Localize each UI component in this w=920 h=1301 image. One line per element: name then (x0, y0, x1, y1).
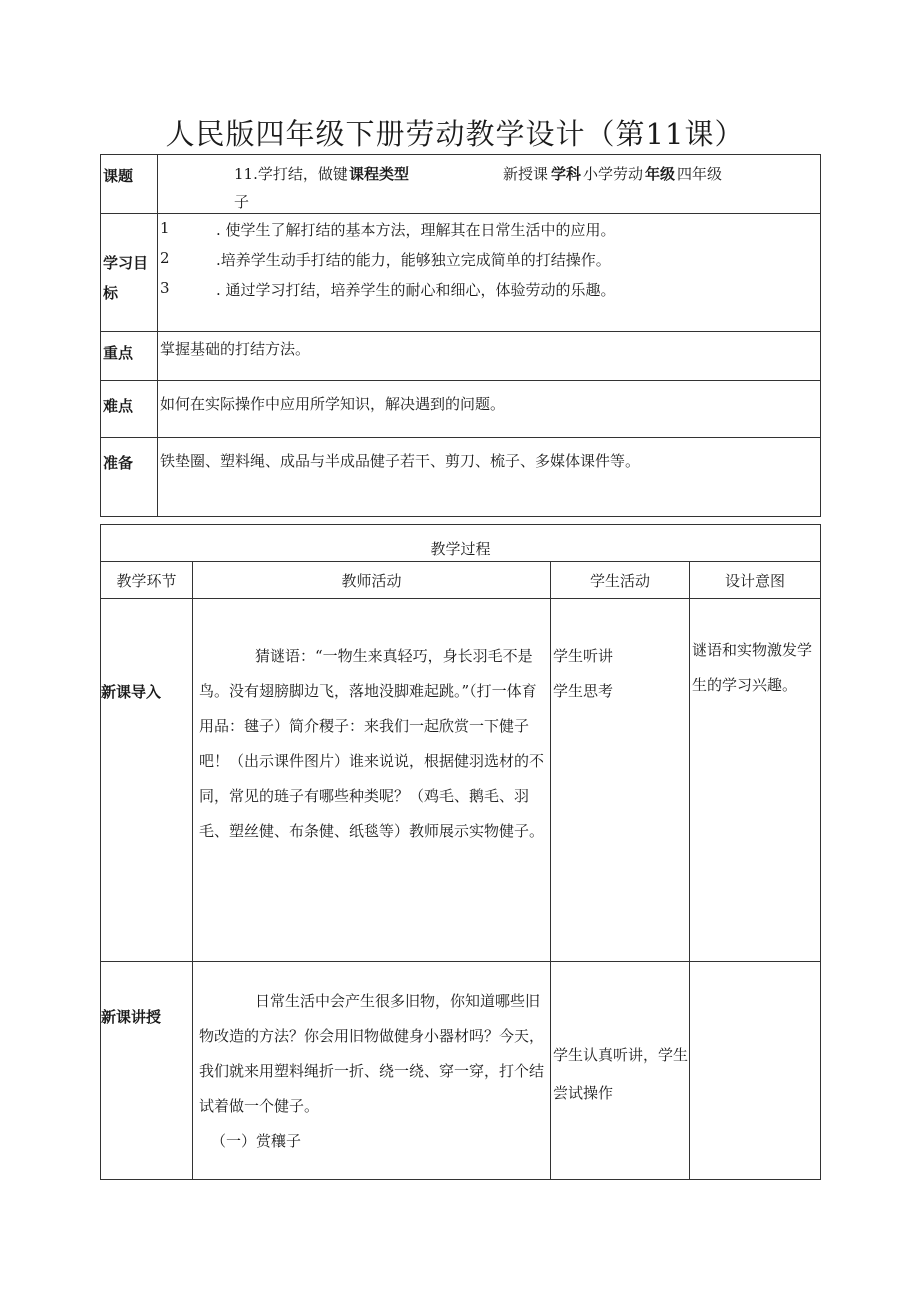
type-label: 课程类型 (349, 165, 410, 183)
objectives-label: 学习目标 (103, 254, 149, 302)
topic-info-cell (158, 155, 821, 214)
topic-label-cell (101, 155, 158, 214)
table-row (101, 599, 821, 962)
design-intent-text: 谜语和实物激发学生的学习兴趣。 (692, 641, 813, 694)
stage-cell (101, 599, 193, 962)
teacher-activity-text: （一）赏穰子 (211, 1132, 302, 1150)
column-header: 设计意图 (690, 562, 821, 599)
subject-value: 小学劳动 (583, 165, 644, 183)
design-intent-cell (690, 962, 821, 1180)
topic-label: 课题 (103, 167, 134, 185)
student-activity-cell (551, 599, 690, 962)
student-activity-cell (551, 962, 690, 1180)
column-header: 学生活动 (551, 562, 690, 599)
key-label-cell (101, 332, 158, 381)
teaching-process-table (100, 524, 821, 1180)
table-row (101, 962, 821, 1180)
prep-label-cell (101, 438, 158, 517)
difficulty-label-cell (101, 381, 158, 438)
column-header: 教师活动 (193, 562, 551, 599)
document-title: 人民版四年级下册劳动教学设计（第11课） (165, 117, 745, 151)
design-intent-cell (690, 599, 821, 962)
process-header: 教学过程 (101, 525, 821, 562)
key-value: 掌握基础的打结方法。 (158, 332, 821, 381)
objective-num: 2 (160, 249, 170, 267)
objectives-label-cell (101, 214, 158, 332)
teacher-activity-cell (193, 962, 551, 1180)
difficulty-value: 如何在实际操作中应用所学知识，解决遇到的问题。 (158, 381, 821, 438)
objective-text: . 通过学习打结，培养学生的耐心和细心，体验劳动的乐趣。 (216, 281, 616, 299)
prep-label: 准备 (103, 454, 134, 472)
prep-value: 铁垫圈、塑料绳、成品与半成品健子若干、剪刀、梳子、多媒体课件等。 (158, 438, 821, 517)
objective-text: .培养学生动手打结的能力，能够独立完成简单的打结操作。 (216, 251, 611, 269)
teacher-activity-text: 猜谜语：“一物生来真轻巧，身长羽毛不是鸟。没有翅膀脚边飞，落地没脚难起跳。”（打一体育用品：毽子）简介稷子：来我们一起欣赏一下健子吧！（出示课件图片）谁来说说，根据健羽选材的不同，常见的琏子有哪些种类呢？（鸡毛、鹅毛、羽毛、塑丝健、布条健、纸毯等）教师展示实物健子。 (199, 647, 545, 840)
objectives-cell (158, 214, 821, 332)
teacher-activity-cell (193, 599, 551, 962)
stage-label: 新课导入 (101, 683, 162, 701)
teacher-activity-text: 日常生活中会产生很多旧物，你知道哪些旧物改造的方法？你会用旧物做健身小器材吗？今天，我们就来用塑料绳折一折、绕一绕、穿一穿，打个结试着做一个健子。 (199, 992, 545, 1115)
type-value: 新授课 (503, 165, 549, 183)
stage-label: 新课讲授 (101, 1008, 162, 1026)
grade-value: 四年级 (677, 165, 723, 183)
objective-num: 3 (160, 279, 170, 297)
lesson-info-table (100, 154, 821, 517)
key-label: 重点 (103, 344, 134, 362)
objective-text: . 使学生了解打结的基本方法，理解其在日常生活中的应用。 (216, 221, 616, 239)
student-activity-text: 学生认真听讲，学生尝试操作 (553, 1046, 689, 1102)
student-activity-text: 学生听讲 学生思考 (553, 647, 614, 700)
topic-value: 11.学打结，做键 (234, 165, 348, 183)
subject-label: 学科 (551, 165, 582, 183)
column-header: 教学环节 (101, 562, 193, 599)
objective-num: 1 (160, 219, 170, 237)
topic-value-cont: 子 (234, 193, 250, 211)
grade-label: 年级 (645, 165, 676, 183)
stage-cell (101, 962, 193, 1180)
difficulty-label: 难点 (103, 397, 134, 415)
